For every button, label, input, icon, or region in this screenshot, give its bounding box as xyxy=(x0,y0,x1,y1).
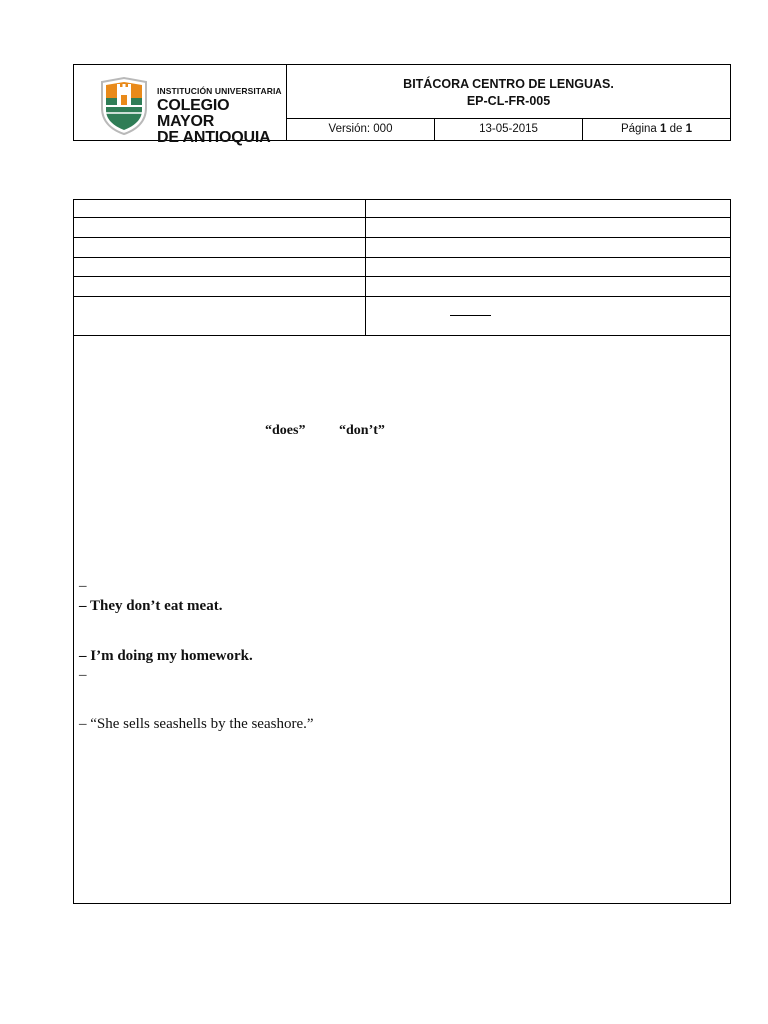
example-sentence-1: – They don’t eat meat. xyxy=(79,598,223,614)
log-form-table xyxy=(73,199,731,904)
word-dont: “don’t” xyxy=(339,423,385,438)
example-sentence-3: – “She sells seashells by the seashore.” xyxy=(79,716,314,732)
institution-shield-logo xyxy=(98,76,150,136)
logo-line-colegio: COLEGIO MAYOR xyxy=(157,96,230,130)
logo-wordmark xyxy=(157,87,286,146)
column-divider xyxy=(365,200,366,336)
title-cell xyxy=(287,65,730,119)
row-divider xyxy=(74,296,730,297)
page-total: 1 xyxy=(685,123,692,135)
row-divider xyxy=(74,276,730,277)
row-divider xyxy=(74,257,730,258)
document-title: BITÁCORA CENTRO DE LENGUAS. xyxy=(403,77,614,91)
version-cell: Versión: 000 xyxy=(287,119,435,140)
document-header xyxy=(73,64,731,146)
row-divider xyxy=(74,237,730,238)
meta-row xyxy=(287,119,730,140)
dash-bullet: – xyxy=(79,578,87,594)
document-code: EP-CL-FR-005 xyxy=(466,94,551,108)
row-divider xyxy=(74,217,730,218)
example-sentence-2: – I’m doing my homework. xyxy=(79,648,253,664)
page-number-cell xyxy=(583,119,730,140)
blank-fill-line xyxy=(450,315,491,316)
dash-bullet: – xyxy=(79,667,87,683)
page-current: 1 xyxy=(660,123,667,135)
logo-line-institution: INSTITUCIÓN UNIVERSITARIA xyxy=(157,86,282,96)
page-prefix: Página xyxy=(620,123,660,135)
page-middle: de xyxy=(666,123,686,135)
word-does: “does” xyxy=(265,423,306,438)
date-cell: 13-05-2015 xyxy=(435,119,583,140)
row-divider xyxy=(74,335,730,336)
logo-cell xyxy=(74,65,287,146)
logo-line-antioquia: DE ANTIOQUIA xyxy=(157,128,271,146)
